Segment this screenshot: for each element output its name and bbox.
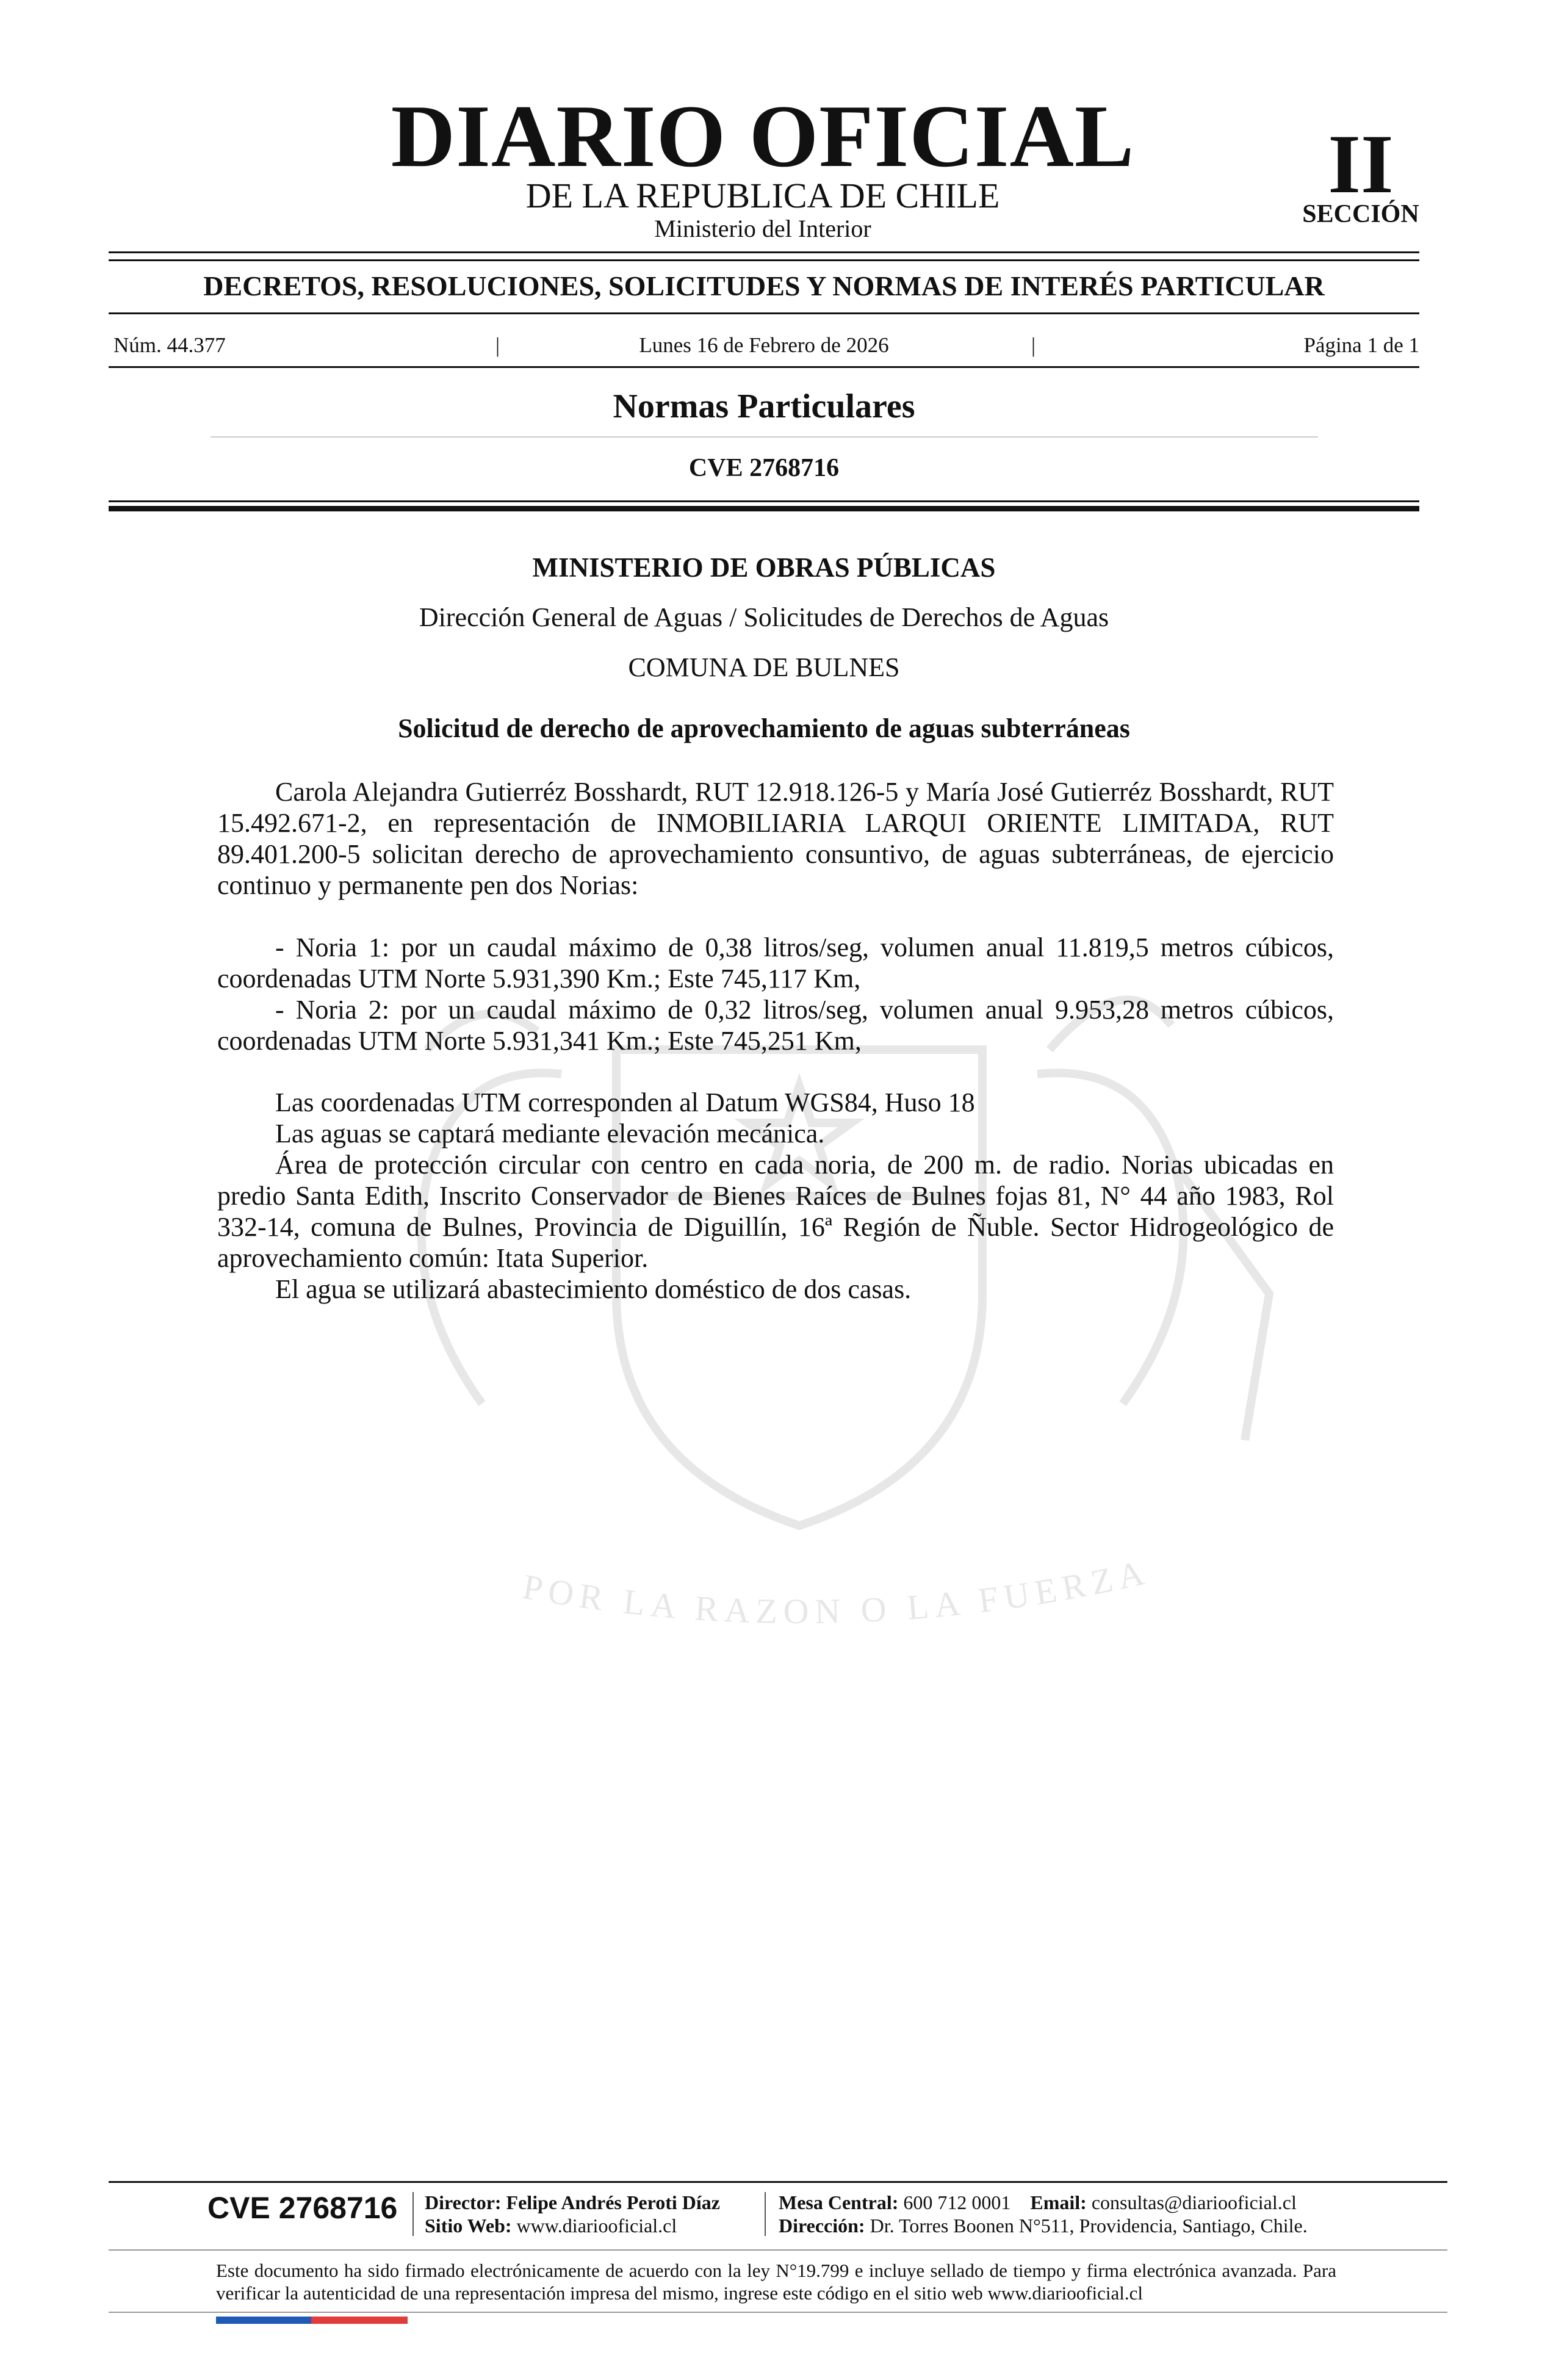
capture-paragraph: Las aguas se captará mediante elevación mecánica.: [275, 1119, 825, 1149]
area-paragraph: Área de protección circular con centro en cada noria, de 200 m. de radio. Norias ubicadas en predio Santa Edith, Inscrito Conservador de Bienes Raíces de Bulnes fojas 81, N° 44 año 1983, Rol 332-14, comuna de Bulnes, Provincia de Diguillín, 16ª Región de Ñuble. Sector Hidrogeológico de aprovechamiento común: Itata Superior.: [217, 1150, 1334, 1273]
section-label: SECCIÓN: [1302, 200, 1419, 228]
issue-separator: |: [1031, 333, 1036, 357]
coat-of-arms-watermark: [195, 976, 1403, 1709]
category-rule: [109, 312, 1419, 314]
document-commune: COMUNA DE BULNES: [628, 652, 900, 682]
section-rule: [109, 500, 1419, 502]
section-number: II: [1328, 117, 1394, 211]
flag-stripe-blue: [216, 2317, 311, 2324]
watermark-motto: POR LA RAZON O LA FUERZA: [519, 1551, 1154, 1632]
website-label: Sitio Web:: [425, 2215, 512, 2237]
address-label: Dirección:: [779, 2215, 865, 2237]
document-subject: Solicitud de derecho de aprovechamiento de aguas subterráneas: [398, 713, 1130, 743]
section-rule-thick: [109, 506, 1419, 511]
header-rule: [109, 259, 1419, 261]
email-label: Email:: [1030, 2191, 1087, 2213]
noria-1-paragraph: - Noria 1: por un caudal máximo de 0,38 litros/seg, volumen anual 11.819,5 metros cúbicos, coordenadas UTM Norte 5.931,390 Km.; Este 745,117 Km,: [217, 932, 1334, 993]
footer-divider: [765, 2192, 766, 2236]
cve-code: CVE 2768716: [688, 454, 840, 482]
footer-rule: [109, 2181, 1447, 2183]
footer-cve-code: CVE 2768716: [207, 2191, 398, 2225]
noria-2-paragraph: - Noria 2: por un caudal máximo de 0,32 litros/seg, volumen anual 9.953,28 metros cúbicos, coordenadas UTM Norte 5.931,341 Km.; Este 745,251 Km,: [217, 995, 1334, 1056]
footer-rule: [109, 2312, 1447, 2313]
newspaper-subtitle: DE LA REPUBLICA DE CHILE: [525, 176, 1000, 215]
flag-stripe-red: [311, 2317, 408, 2324]
svg-text:POR LA RAZON O LA FUERZA: [520, 1551, 1153, 1631]
section-divider: [211, 436, 1318, 438]
footer-signature-note: Este documento ha sido firmado electrónicamente de acuerdo con la ley N°19.799 e incluye sellado de tiempo y firma electrónica avanzada. Para verificar la autenticidad de una representación impresa del mismo, ingrese este código en el sitio web www.diariooficial.cl: [216, 2260, 1336, 2304]
issue-number: Núm. 44.377: [113, 333, 226, 357]
header-rule: [109, 251, 1419, 253]
director-label: Director:: [425, 2191, 502, 2213]
document-ministry: MINISTERIO DE OBRAS PÚBLICAS: [532, 552, 996, 583]
issue-date: Lunes 16 de Febrero de 2026: [639, 333, 889, 357]
issue-separator: |: [495, 333, 500, 357]
helpdesk-phone: 600 712 0001: [903, 2191, 1011, 2213]
page-indicator: Página 1 de 1: [1303, 333, 1419, 357]
newspaper-title: DIARIO OFICIAL: [391, 87, 1135, 186]
use-paragraph: El agua se utilizará abastecimiento doméstico de dos casas.: [275, 1274, 912, 1304]
footer-director-block: [425, 2191, 720, 2237]
body-paragraph: [217, 1087, 1334, 1305]
datum-paragraph: Las coordenadas UTM corresponden al Datum WGS84, Huso 18: [275, 1087, 975, 1117]
footer-rule: [109, 2249, 1447, 2251]
intro-paragraph: Carola Alejandra Gutierréz Bosshardt, RUT 12.918.126-5 y María José Gutierréz Bosshardt, RUT 15.492.671-2, en representación de INMOBILIARIA LARQUI ORIENTE LIMITADA, RUT 89.401.200-5 solicitan derecho de aprovechamiento consuntivo, de aguas subterráneas, de ejercicio continuo y permanente pen dos Norias:: [217, 777, 1334, 900]
helpdesk-label: Mesa Central:: [779, 2191, 899, 2213]
body-paragraph: [217, 932, 1334, 1056]
email-link[interactable]: consultas@diariooficial.cl: [1091, 2191, 1297, 2213]
section-title: Normas Particulares: [613, 388, 915, 425]
footer-contact-block: [779, 2191, 1308, 2237]
director-name: Felipe Andrés Peroti Díaz: [506, 2191, 720, 2213]
address-text: Dr. Torres Boonen N°511, Providencia, Santiago, Chile.: [870, 2215, 1308, 2237]
document-direction: Dirección General de Aguas / Solicitudes de Derechos de Aguas: [419, 602, 1109, 632]
issue-rule: [109, 366, 1419, 368]
website-link[interactable]: www.diariooficial.cl: [516, 2215, 677, 2237]
newspaper-ministry: Ministerio del Interior: [654, 215, 871, 242]
body-paragraph: [217, 776, 1334, 901]
footer-divider: [412, 2192, 414, 2236]
category-heading: DECRETOS, RESOLUCIONES, SOLICITUDES Y NORMAS DE INTERÉS PARTICULAR: [203, 270, 1325, 301]
